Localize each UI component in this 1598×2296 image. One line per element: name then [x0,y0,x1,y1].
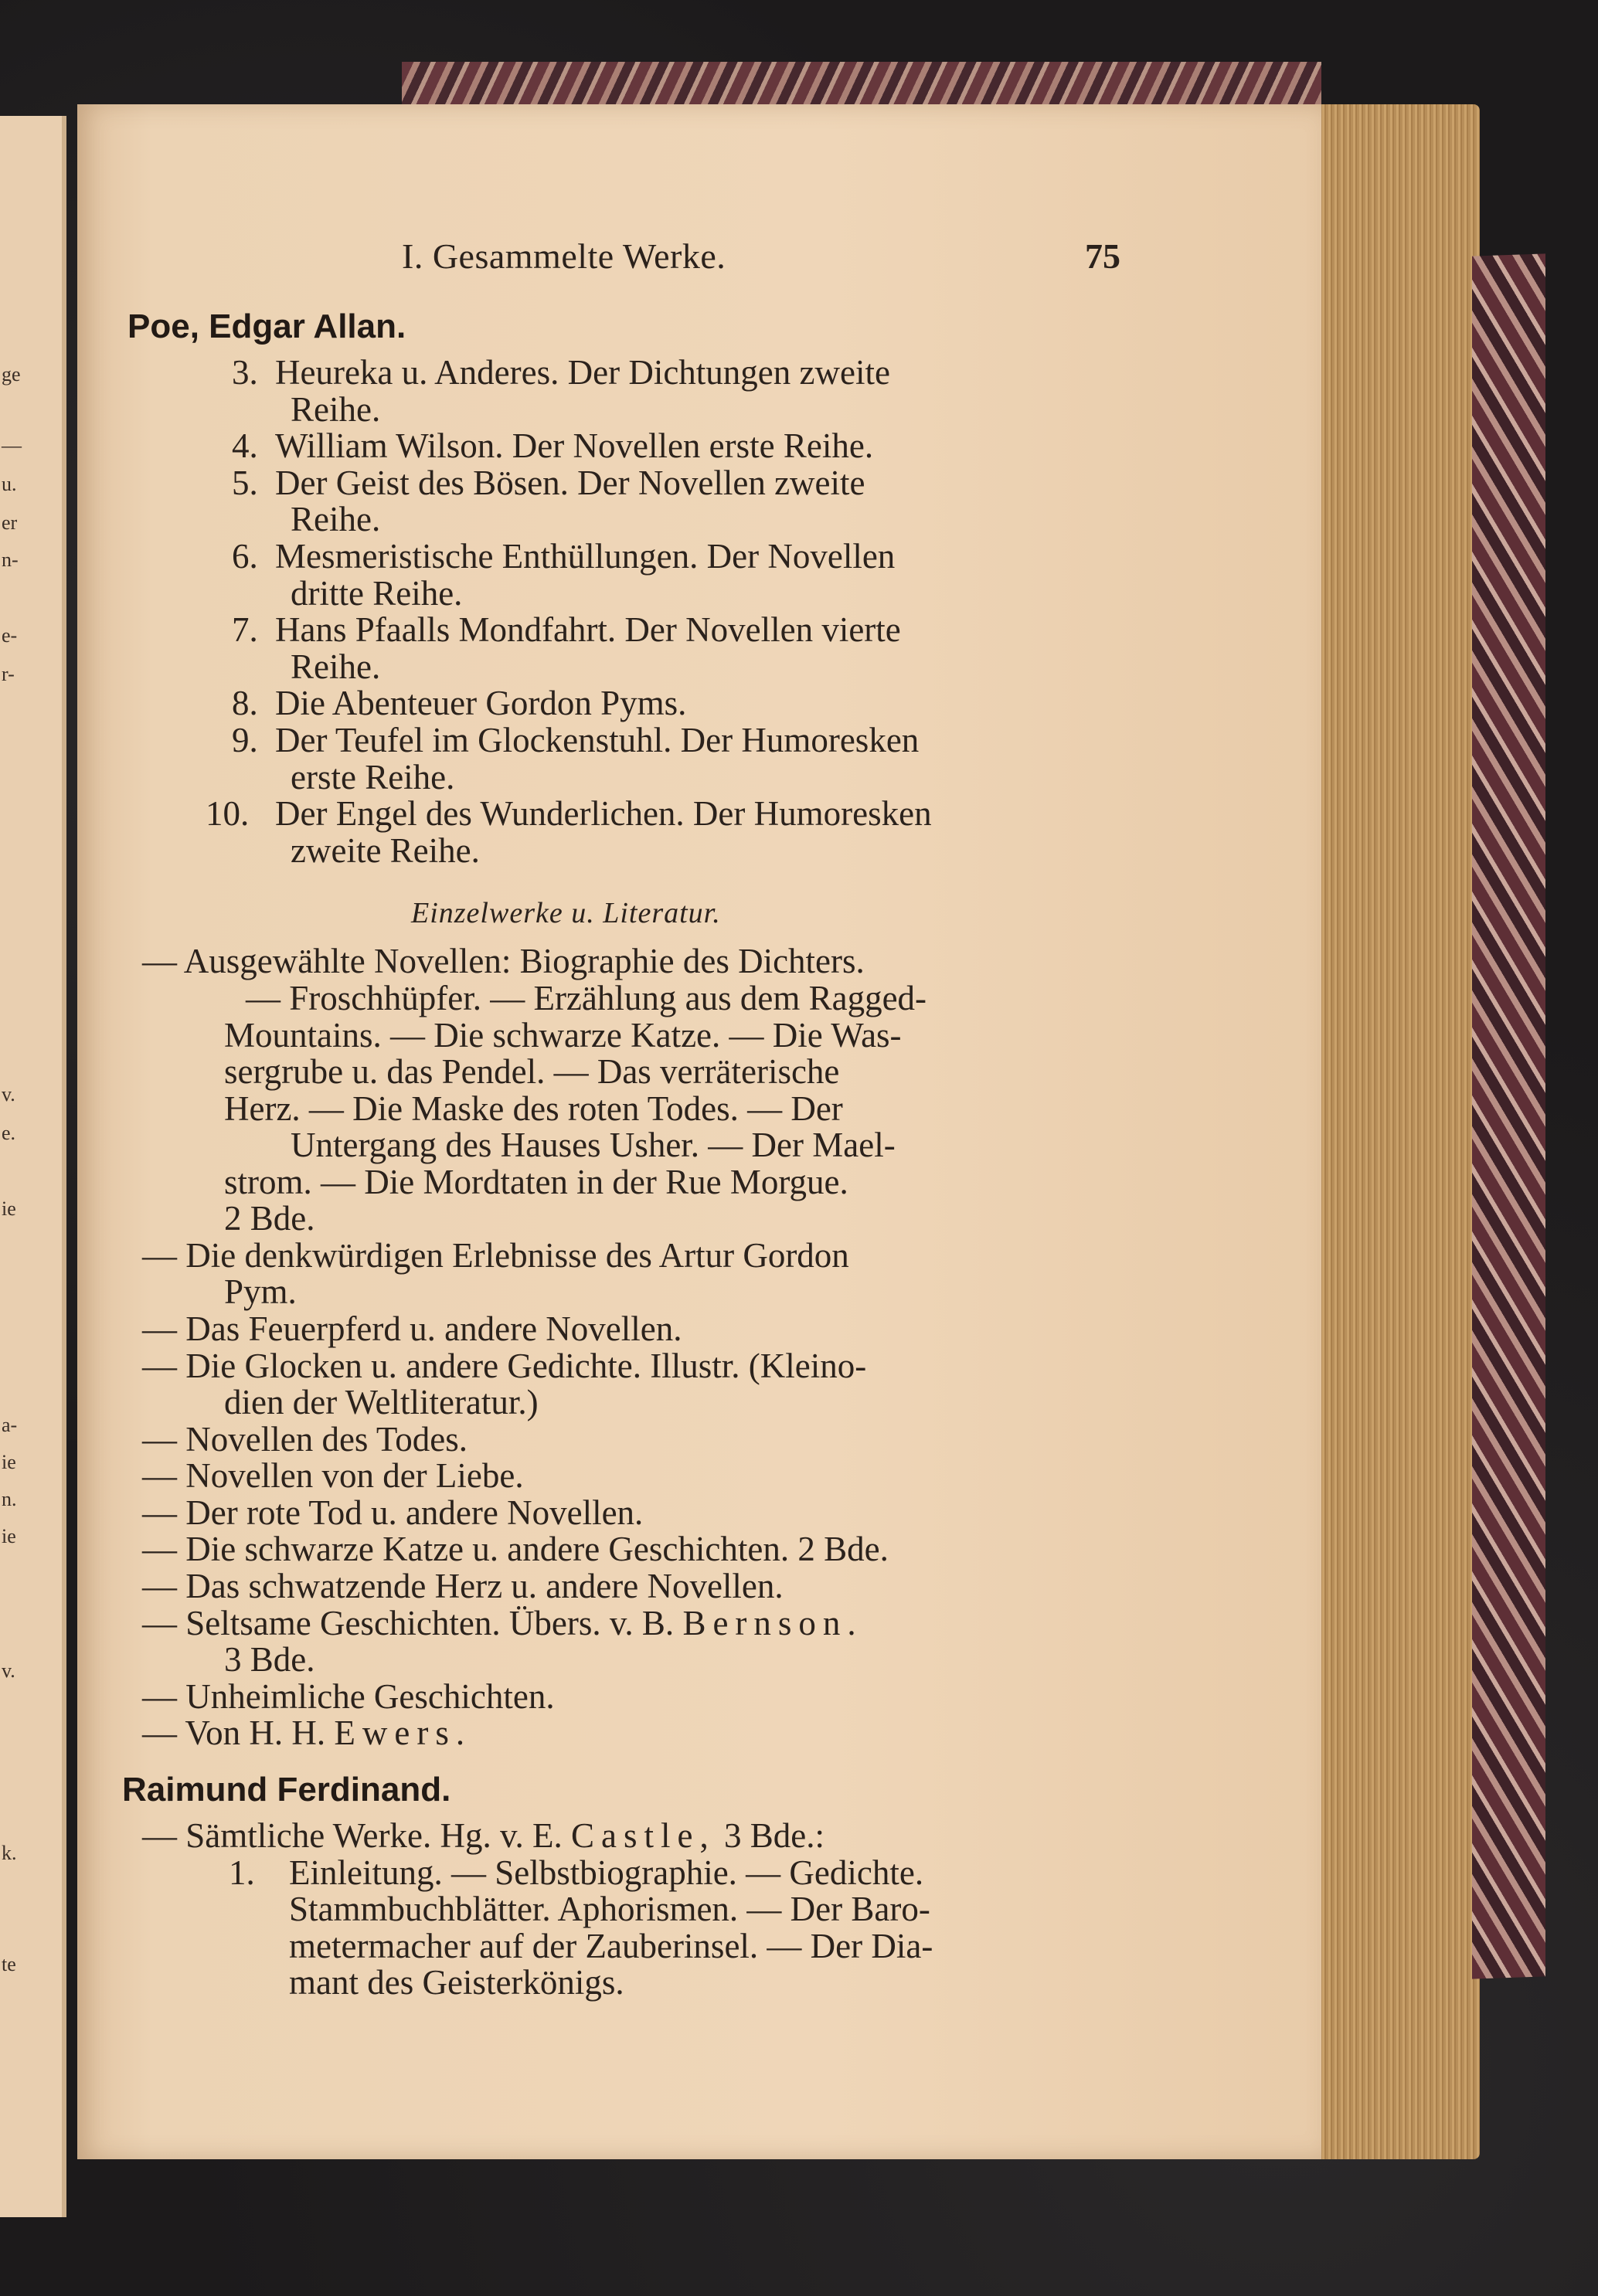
entry-line: — Unheimliche Geschichten. [142,1677,555,1716]
author-heading-raimund: Raimund Ferdinand. [122,1771,451,1809]
entry-line: — Novellen des Todes. [142,1420,468,1459]
entry-line: Einleitung. — Selbstbiographie. — Gedichte. [289,1853,924,1892]
list-item-line: Mesmeristische Enthüllungen. Der Novellen [275,537,896,576]
left-fragment: ie [2,1451,16,1473]
left-fragment: ge [2,363,21,385]
list-item-line: William Wilson. Der Novellen erste Reihe. [275,426,874,465]
list-number: 9. [232,721,258,759]
entry-text: — Seltsame Geschichten. Übers. v. B. [142,1604,675,1642]
list-number: 5. [232,464,258,502]
entry-line: — Die Glocken u. andere Gedichte. Illustr. (Kleino- [142,1347,867,1385]
entry-line: — Das schwatzende Herz u. andere Novellen. [142,1567,784,1605]
left-fragment: n- [2,549,19,571]
entry-line: — Die denkwürdigen Erlebnisse des Artur Gordon [142,1236,849,1275]
page-number: 75 [1085,236,1120,276]
left-fragment: er [2,511,18,534]
list-number: 10. [206,794,250,833]
marbled-cover-edge [1472,253,1545,1978]
list-item-line: Reihe. [291,647,381,686]
entry-line: dien der Weltliteratur.) [224,1383,539,1421]
list-item-line: Heureka u. Anderes. Der Dichtungen zweite [275,353,890,392]
entry-line: — Ausgewählte Novellen: Biographie des Dichters. [142,942,865,980]
entry-line: Pym. [224,1272,297,1311]
list-number: 7. [232,610,258,649]
list-number: 1. [229,1853,255,1892]
entry-line: — Novellen von der Liebe. [142,1456,524,1495]
entry-line: sergrube u. das Pendel. — Das verräterische [224,1052,840,1091]
entry-line: — Der rote Tod u. andere Novellen. [142,1493,644,1532]
entry-text: — Sämtliche Werke. Hg. v. E. [142,1816,563,1855]
list-number: 3. [232,353,258,392]
entry-line: metermacher auf der Zauberinsel. — Der Dia- [289,1927,933,1965]
left-fragment: — [2,434,22,457]
left-fragment: n. [2,1488,17,1510]
section-title: Einzelwerke u. Literatur. [411,897,721,929]
entry-line: — Das Feuerpferd u. andere Novellen. [142,1309,682,1348]
left-fragment: r- [2,663,15,685]
list-item-line: Die Abenteuer Gordon Pyms. [275,684,687,722]
list-item-line: zweite Reihe. [291,831,480,870]
author-heading-poe: Poe, Edgar Allan. [128,307,406,345]
entry-line: mant des Geisterkönigs. [289,1963,624,2002]
list-number: 8. [232,684,258,722]
editor-name: Ewers. [334,1714,472,1752]
list-item-line: Der Engel des Wunderlichen. Der Humoresken [275,794,932,833]
entry-line: — Die schwarze Katze u. andere Geschichten. 2 Bde. [142,1530,889,1568]
list-item-line: Hans Pfaalls Mondfahrt. Der Novellen vierte [275,610,901,649]
left-fragment: e- [2,624,18,647]
list-item-line: Der Geist des Bösen. Der Novellen zweite [275,464,865,502]
list-number: 6. [232,537,258,576]
running-header [402,236,1120,279]
left-fragment: k. [2,1842,17,1864]
entry-line: strom. — Die Mordtaten in der Rue Morgue. [224,1163,848,1201]
left-fragment: ie [2,1525,16,1547]
entry-line [142,1713,471,1753]
left-fragment: u. [2,473,17,495]
left-fragment: te [2,1953,16,1975]
entry-text: — Von H. H. [142,1714,326,1752]
list-item-line: Reihe. [291,390,381,429]
entry-line: Untergang des Hauses Usher. — Der Mael- [291,1126,896,1164]
entry-line: 2 Bde. [224,1199,315,1238]
left-fragment: e. [2,1122,16,1144]
entry-line [142,1603,863,1643]
entry-line: — Froschhüpfer. — Erzählung aus dem Ragged- [246,979,927,1017]
entry-line: Stammbuchblätter. Aphorismen. — Der Baro- [289,1890,930,1928]
running-title: I. Gesammelte Werke. [402,236,726,276]
entry-line [142,1815,824,1856]
left-fragment: ie [2,1197,16,1220]
entry-line: 3 Bde. [224,1640,315,1679]
left-page-margin [0,116,66,2217]
left-fragment: a- [2,1414,18,1436]
page-block-edge [1314,104,1480,2159]
list-number: 4. [232,426,258,465]
entry-line: Mountains. — Die schwarze Katze. — Die Was- [224,1016,902,1055]
list-item-line: erste Reihe. [291,758,455,796]
list-item-line: dritte Reihe. [291,574,463,613]
entry-text: 3 Bde.: [724,1816,824,1855]
left-fragment: v. [2,1083,15,1106]
list-item-line: Reihe. [291,500,381,538]
left-fragment: v. [2,1659,15,1682]
editor-name: Castle, [571,1816,716,1855]
translator-name: Bernson. [682,1604,863,1642]
list-item-line: Der Teufel im Glockenstuhl. Der Humoresken [275,721,920,759]
entry-line: Herz. — Die Maske des roten Todes. — Der [224,1089,843,1128]
